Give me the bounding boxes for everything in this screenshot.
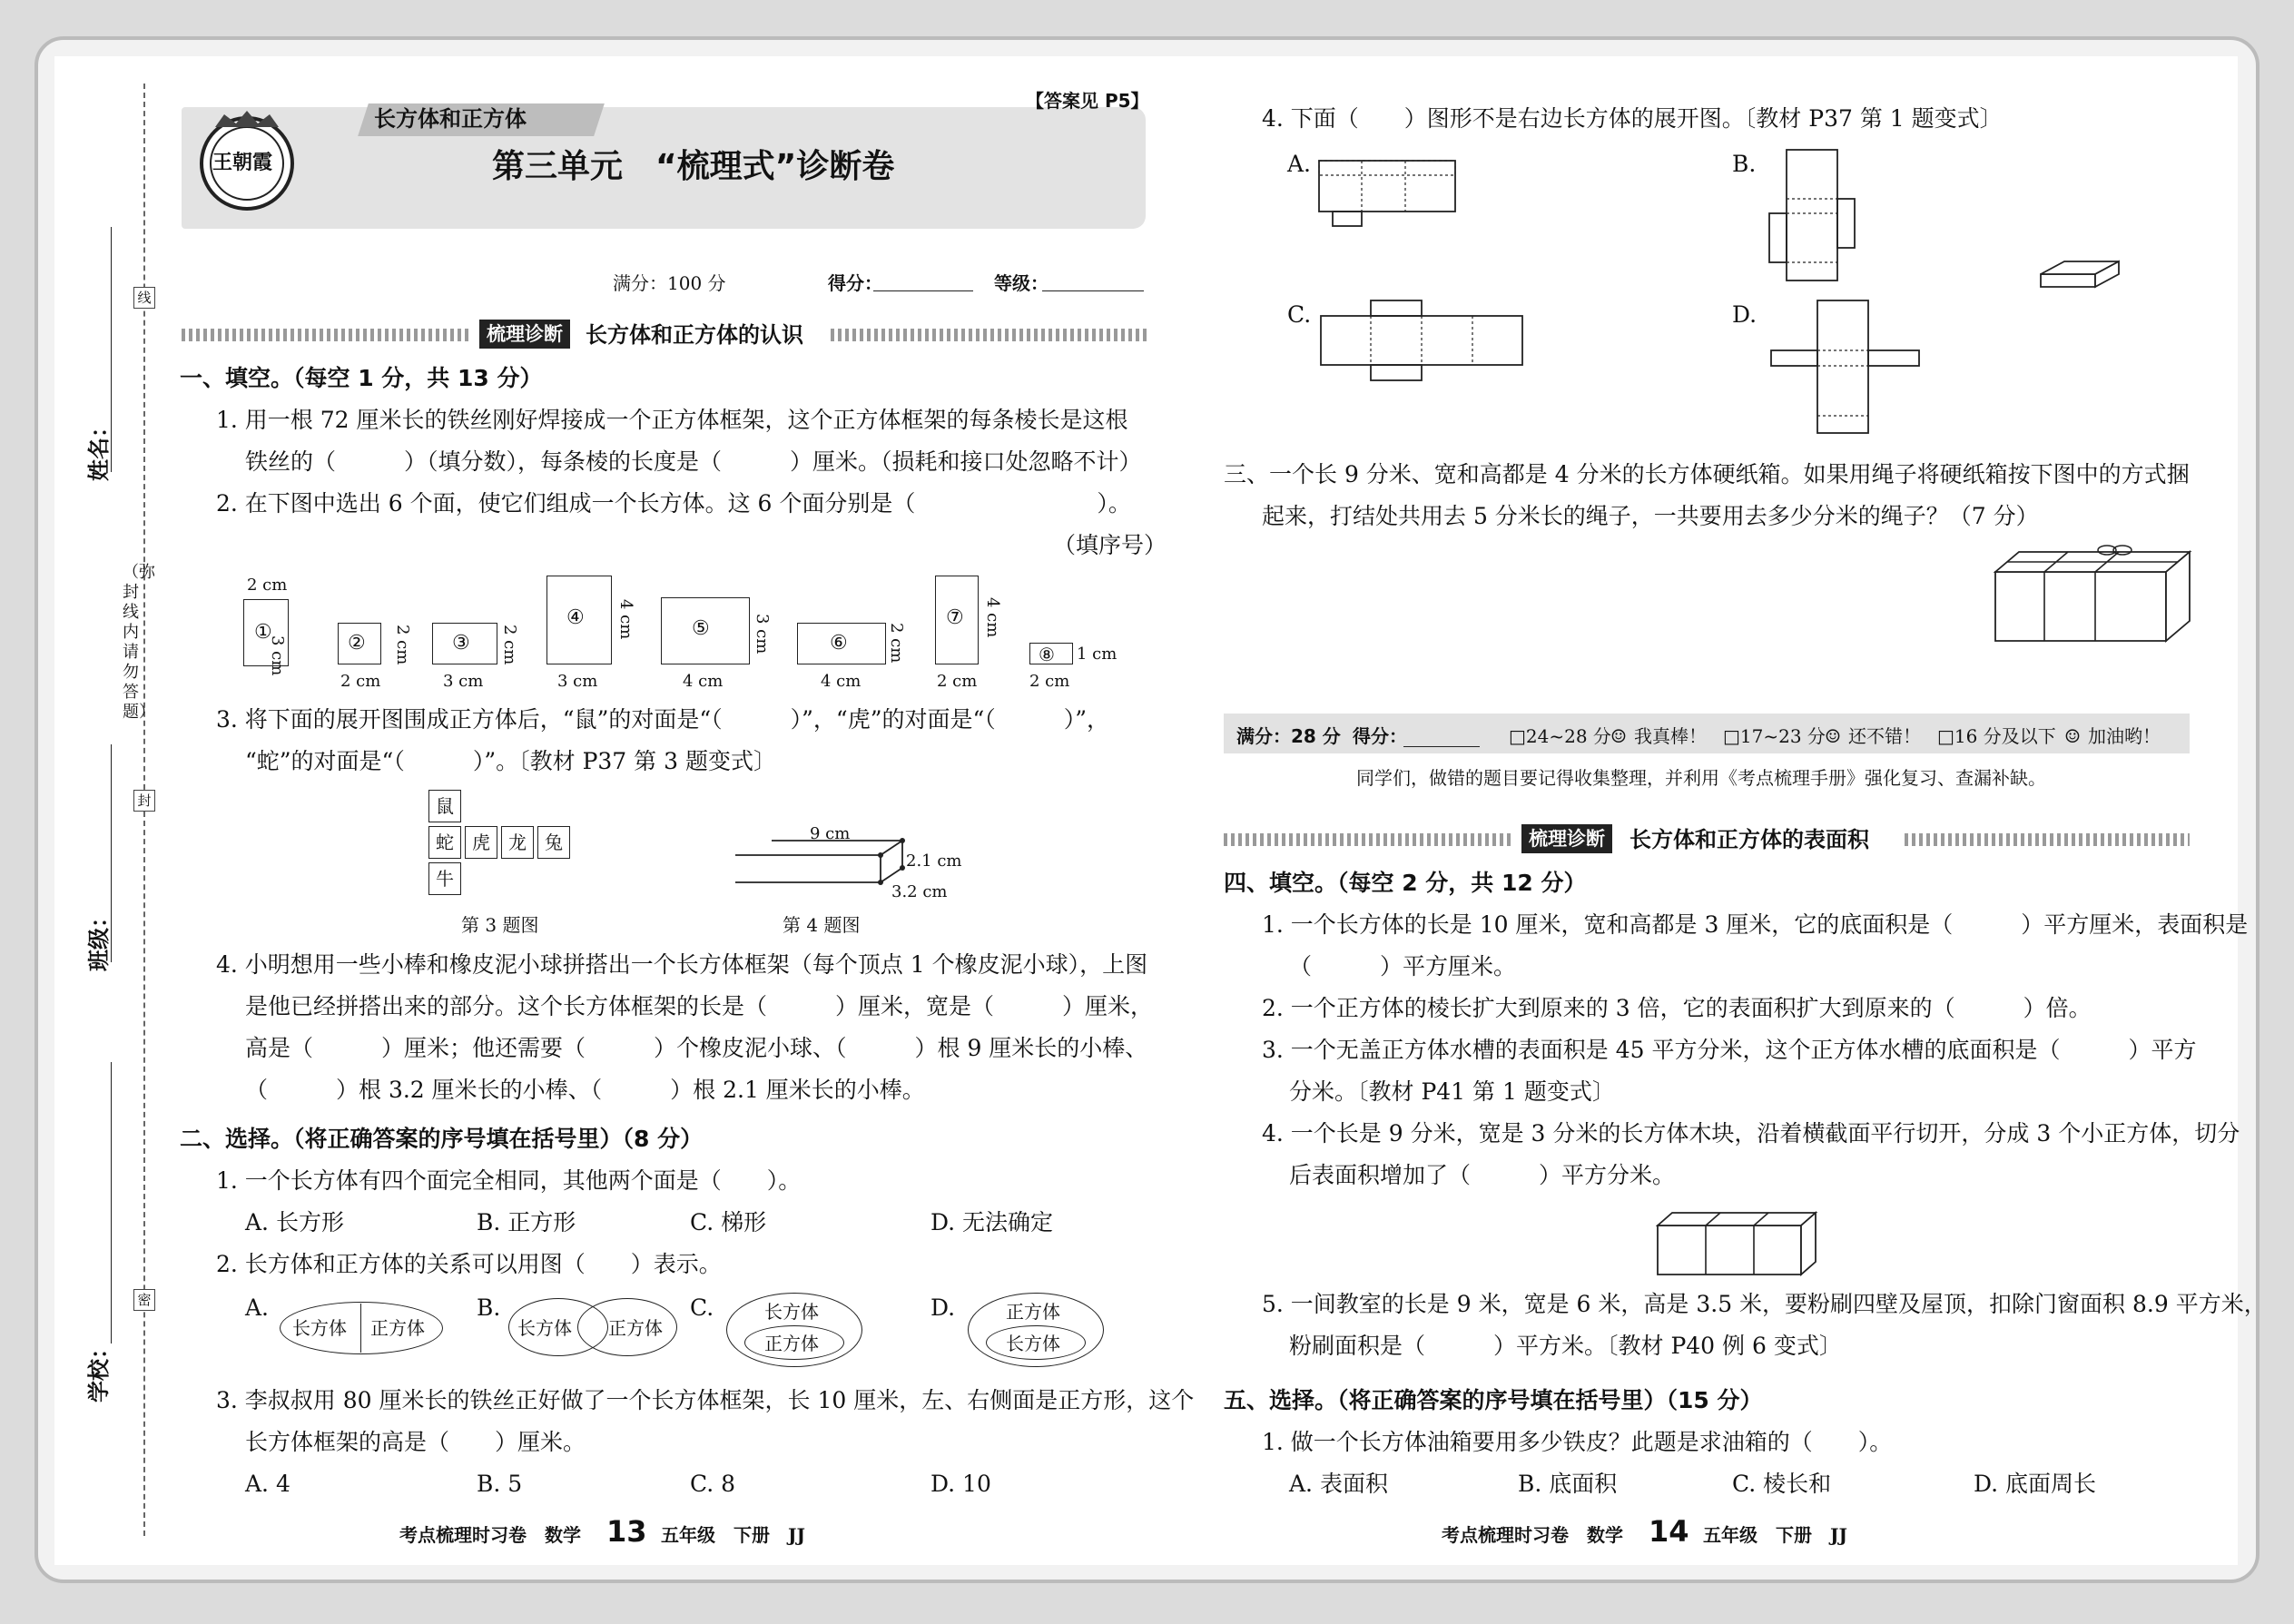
footer-book-left: 考点梳理时习卷 数学 (399, 1524, 581, 1546)
net-cell-ox: 牛 (428, 862, 461, 895)
q2-4-opt-b[interactable]: B. (1732, 151, 1757, 177)
q2-3b: 长方体框架的高是（ ）厘米。 (245, 1429, 586, 1455)
face-5-num: ⑤ (692, 617, 710, 640)
q2-2-letter-c[interactable]: C. (690, 1294, 714, 1321)
binding-note: （弥封线内请勿答题） (123, 563, 155, 722)
face-7-h: 4 cm (983, 597, 1002, 638)
q2-4: 4. 下面（ ）图形不是右边长方体的展开图。〔教材 P37 第 1 题变式〕 (1262, 105, 2003, 132)
q4-3b: 分米。〔教材 P41 第 1 题变式〕 (1289, 1078, 1615, 1105)
q4-1a: 1. 一个长方体的长是 10 厘米，宽和高都是 3 厘米，它的底面积是（ ）平方厘米，表面积是 (1262, 911, 2249, 938)
q1-4a: 4. 小明想用一些小棒和橡皮泥小球拼搭出一个长方体框架（每个顶点 1 个橡皮泥小球），上图 (216, 951, 1148, 978)
face-8-h: 1 cm (1077, 645, 1117, 664)
q1-head: 一、填空。（每空 1 分，共 13 分） (180, 365, 543, 391)
q2-3-opt-d[interactable]: D. 10 (930, 1471, 991, 1497)
tier-2-text: 还不错！ (1848, 725, 1921, 747)
q1-4c: 高是（ ）厘米；他还需要（ ）个橡皮泥小球、（ ）根 9 厘米长的小棒、 (245, 1035, 1148, 1061)
grade-field[interactable] (1042, 290, 1144, 291)
q2-1: 1. 一个长方体有四个面完全相同，其他两个面是（ ）。 (216, 1167, 802, 1194)
score-label: 得分： (828, 272, 882, 294)
q1-3b: “蛇”的对面是“（ ）”。〔教材 P37 第 3 题变式〕 (245, 748, 776, 774)
section-bar-left (182, 329, 472, 341)
q4-2: 2. 一个正方体的棱长扩大到原来的 3 倍，它的表面积扩大到原来的（ ）倍。 (1262, 995, 2092, 1021)
section-title-left: 长方体和正方体的认识 (586, 322, 803, 348)
page-number-left: 13 (606, 1514, 647, 1549)
class-label: 班级： (85, 906, 112, 971)
q5-1-opt-c[interactable]: C. 棱长和 (1732, 1471, 1832, 1497)
q4-5b: 粉刷面积是（ ）平方米。〔教材 P40 例 6 变式〕 (1289, 1333, 1842, 1359)
name-label: 姓名： (85, 416, 112, 481)
face-1-num: ① (254, 621, 272, 644)
q5-1-opt-d[interactable]: D. 底面周长 (1974, 1471, 2097, 1497)
face-8-w: 2 cm (1029, 672, 1070, 691)
diagram-b-rect: 长方体 (517, 1317, 572, 1339)
face-3-num: ③ (452, 632, 470, 655)
q2-3a: 3. 李叔叔用 80 厘米长的铁丝正好做了一个长方体框架，长 10 厘米，左、右侧面是正方形，这个 (216, 1387, 1195, 1413)
q1-2b: （填序号） (1053, 532, 1167, 558)
fig4-width: 3.2 cm (891, 882, 948, 901)
face-3-w: 3 cm (443, 672, 484, 691)
face-2-num: ② (348, 632, 366, 655)
diagram-a-rect: 长方体 (292, 1317, 347, 1339)
face-4-w: 3 cm (557, 672, 598, 691)
binding-mark-line: 线 (133, 287, 155, 309)
fig4-height: 2.1 cm (906, 851, 962, 871)
tier-3[interactable]: □16 分及以下 (1937, 725, 2056, 747)
diagram-c-square: 正方体 (764, 1333, 819, 1354)
binding-mark-secret: 密 (133, 1289, 155, 1311)
net-cell-snake: 蛇 (428, 826, 461, 859)
q2-2-letter-b[interactable]: B. (477, 1294, 501, 1321)
q4-3a: 3. 一个无盖正方体水槽的表面积是 45 平方分米，这个正方体水槽的底面积是（ ）平方 (1262, 1037, 2197, 1063)
q2-4-opt-c[interactable]: C. (1287, 301, 1312, 328)
face-1-w: 2 cm (247, 576, 288, 595)
smile-icon-1: ☺ (1610, 725, 1627, 747)
school-field[interactable] (111, 1062, 112, 1343)
q5-head: 五、选择。（将正确答案的序号填在括号里）（15 分） (1224, 1387, 1763, 1413)
net-c (1320, 300, 1529, 381)
q2-2-letter-a[interactable]: A. (245, 1294, 270, 1321)
face-4-num: ④ (566, 606, 585, 629)
page-number-right: 14 (1649, 1514, 1689, 1549)
diagram-d-rect: 长方体 (1006, 1333, 1060, 1354)
q1-2a: 2. 在下图中选出 6 个面，使它们组成一个长方体。这 6 个面分别是（ ）。 (216, 490, 1131, 517)
diagram-d-square: 正方体 (1006, 1301, 1060, 1323)
face-3-h: 2 cm (500, 625, 519, 665)
net-cell-rabbit: 兔 (537, 826, 570, 859)
q2-3-opt-c[interactable]: C. 8 (690, 1471, 736, 1497)
section-tag-right: 梳理诊断 (1521, 824, 1612, 853)
q2-1-opt-c[interactable]: C. 梯形 (690, 1209, 767, 1235)
q4-4b: 后表面积增加了（ ）平方分米。 (1289, 1162, 1676, 1188)
tier-1[interactable]: □24~28 分 (1509, 725, 1611, 747)
q2-4-opt-a[interactable]: A. (1287, 151, 1312, 177)
full-score: 满分：100 分 (613, 272, 726, 294)
q2-4-opt-d[interactable]: D. (1732, 301, 1757, 328)
logo (192, 107, 301, 216)
net-cell-tiger: 虎 (465, 826, 497, 859)
fig3-caption: 第 3 题图 (461, 914, 539, 936)
smile-icon-2: ☺ (1825, 725, 1841, 747)
q5-1-opt-a[interactable]: A. 表面积 (1289, 1471, 1388, 1497)
q2-3-opt-a[interactable]: A. 4 (245, 1471, 290, 1497)
face-1-h: 3 cm (268, 635, 287, 676)
section-title-right: 长方体和正方体的表面积 (1629, 827, 1869, 852)
q2-1-opt-b[interactable]: B. 正方形 (477, 1209, 576, 1235)
section-bar-right (1224, 833, 1512, 846)
fig4-length: 9 cm (810, 824, 851, 843)
section-tag-left: 梳理诊断 (479, 320, 570, 349)
q1-4d: （ ）根 3.2 厘米长的小棒、（ ）根 2.1 厘米长的小棒。 (245, 1077, 925, 1103)
q5-1: 1. 做一个长方体油箱要用多少铁皮？此题是求油箱的（ ）。 (1262, 1429, 1893, 1455)
three-cubes (1656, 1209, 1819, 1278)
grade-label: 等级： (994, 272, 1049, 294)
face-2-w: 2 cm (340, 672, 381, 691)
tied-box (1994, 539, 2195, 648)
section-bar-left-2 (831, 329, 1148, 341)
q1-1b: 铁丝的（ ）（填分数），每条棱的长度是（ ）厘米。（损耗和接口处忽略不计） (245, 448, 1142, 475)
face-6-h: 2 cm (887, 623, 906, 664)
face-7-num: ⑦ (946, 606, 964, 629)
face-8-num: ⑧ (1039, 644, 1055, 665)
score-field-right[interactable] (1403, 746, 1480, 747)
q3-b: 起来，打结处共用去 5 分米长的绳子，一共要用去多少分米的绳子？（7 分） (1262, 503, 2039, 529)
q5-1-opt-b[interactable]: B. 底面积 (1518, 1471, 1618, 1497)
class-field[interactable] (111, 744, 112, 962)
subject-tab: 长方体和正方体 (374, 105, 527, 132)
section-bar-right-2 (1905, 833, 2190, 846)
box-3d-small (2039, 247, 2121, 292)
q2-2: 2. 长方体和正方体的关系可以用图（ ）表示。 (216, 1251, 722, 1277)
face-4-h: 4 cm (616, 599, 635, 640)
q1-1a: 1. 用一根 72 厘米长的铁丝刚好焊接成一个正方体框架，这个正方体框架的每条棱长是这根 (216, 407, 1128, 433)
score-label-right: 得分： (1353, 725, 1407, 747)
diagram-b-square: 正方体 (608, 1317, 663, 1339)
net-a (1318, 160, 1463, 229)
q1-3a: 3. 将下面的展开图围成正方体后，“鼠”的对面是“（ ）”，“虎”的对面是“（ ）”， (216, 706, 1110, 733)
footer-grade-right: 五年级 下册 JJ (1703, 1524, 1847, 1546)
name-field[interactable] (111, 227, 112, 472)
face-5-h: 3 cm (753, 614, 772, 655)
smile-icon-3: ☺ (2064, 725, 2081, 747)
answer-ref: 【答案见 P5】 (1026, 90, 1149, 112)
face-2-h: 2 cm (393, 625, 412, 665)
fig4-caption: 第 4 题图 (783, 914, 861, 936)
q2-1-opt-a[interactable]: A. 长方形 (245, 1209, 344, 1235)
footer-book-right: 考点梳理时习卷 数学 (1442, 1524, 1623, 1546)
page-title: 第三单元 “梳理式”诊断卷 (492, 148, 895, 185)
q2-3-opt-b[interactable]: B. 5 (477, 1471, 523, 1497)
net-cell-mouse: 鼠 (428, 790, 461, 822)
tier-2[interactable]: □17~23 分 (1723, 725, 1826, 747)
score-field[interactable] (873, 290, 973, 291)
q4-1b: （ ）平方厘米。 (1289, 953, 1517, 979)
diagram-a-square: 正方体 (370, 1317, 425, 1339)
face-7-w: 2 cm (937, 672, 978, 691)
q4-4a: 4. 一个长是 9 分米，宽是 3 分米的长方体木块，沿着横截面平行切开，分成 3 个小正方体，切分 (1262, 1120, 2240, 1147)
face-6-w: 4 cm (821, 672, 861, 691)
net-cell-dragon: 龙 (501, 826, 534, 859)
q2-1-opt-d[interactable]: D. 无法确定 (930, 1209, 1054, 1235)
net-b (1768, 149, 1868, 285)
tier-3-text: 加油哟！ (2088, 725, 2161, 747)
q4-head: 四、填空。（每空 2 分，共 12 分） (1224, 870, 1587, 896)
q3-a: 三、一个长 9 分米、宽和高都是 4 分米的长方体硬纸箱。如果用绳子将硬纸箱按下图中的方式捆 (1224, 461, 2190, 487)
school-label: 学校： (85, 1337, 112, 1403)
q1-4b: 是他已经拼搭出来的部分。这个长方体框架的长是（ ）厘米，宽是（ ）厘米， (245, 993, 1154, 1019)
tier-1-text: 我真棒！ (1634, 725, 1707, 747)
binding-mark-seal: 封 (133, 790, 155, 812)
diagram-c-rect: 长方体 (764, 1301, 819, 1323)
face-6-num: ⑥ (830, 632, 848, 655)
q2-2-letter-d[interactable]: D. (930, 1294, 956, 1321)
face-5-w: 4 cm (683, 672, 724, 691)
net-d (1770, 300, 1923, 436)
score-full-right: 满分：28 分 (1236, 725, 1341, 747)
diagram-a-divider (360, 1304, 361, 1353)
q2-head: 二、选择。（将正确答案的序号填在括号里）（8 分） (180, 1126, 704, 1152)
logo-text: 王朝霞 (212, 151, 273, 174)
footer-grade-left: 五年级 下册 JJ (661, 1524, 805, 1546)
tip-text: 同学们，做错的题目要记得收集整理，并利用《考点梳理手册》强化复习、查漏补缺。 (1356, 767, 2046, 789)
q4-5a: 5. 一间教室的长是 9 米，宽是 6 米，高是 3.5 米，要粉刷四壁及屋顶，扣除门窗面积 8.9 平方米， (1262, 1291, 2267, 1317)
